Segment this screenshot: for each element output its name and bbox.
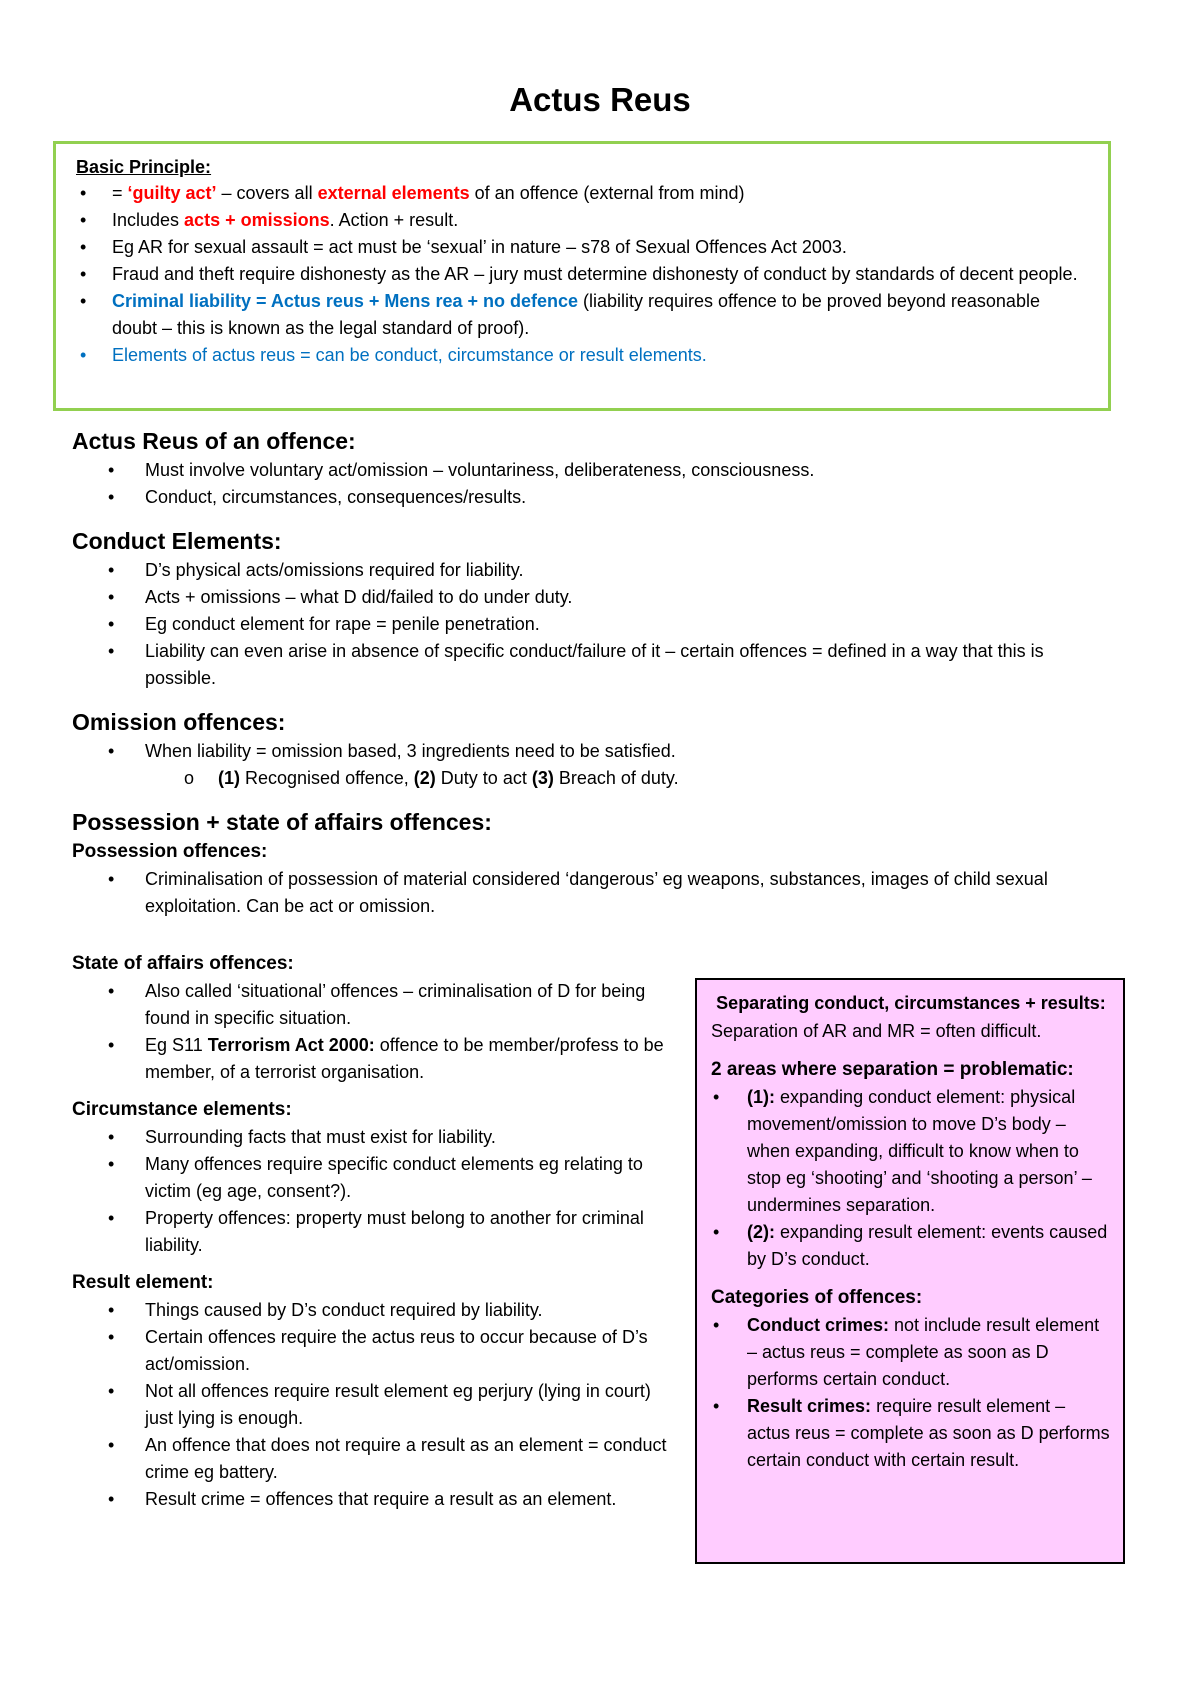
conduct-list [72,557,1112,692]
list-item: • When liability = omission based, 3 ingredients need to be satisfied. [72,738,1112,765]
list-item: • Criminalisation of possession of material considered ‘dangerous’ eg weapons, substances, images of child sexual exploitation. Can be act or omission. [72,866,1112,920]
state-list [72,978,682,1086]
actus-heading: Actus Reus of an offence: [72,428,356,454]
actus-list [72,457,1112,511]
sidebox-heading: Separating conduct, circumstances + results: [716,993,1106,1013]
categories-list [711,1312,1111,1474]
list-item: • Fraud and theft require dishonesty as the AR – jury must determine dishonesty of conduct by standards of decent people. [76,261,1086,288]
list-item: • Conduct, circumstances, consequences/results. [72,484,1112,511]
external-elements-term: external elements [317,183,470,203]
list-item: • Result crime = offences that require a result as an element. [72,1486,682,1513]
list-item: • Many offences require specific conduct elements eg relating to victim (eg age, consent?). [72,1151,682,1205]
areas-list [711,1084,1111,1273]
list-item: • Conduct crimes: not include result element – actus reus = complete as soon as D performs certain conduct. [711,1312,1111,1393]
list-item: • Elements of actus reus = can be conduct, circumstance or result elements. [76,342,1086,369]
list-item: • Eg conduct element for rape = penile penetration. [72,611,1112,638]
list-item: • (1): expanding conduct element: physical movement/omission to move D’s body – when expanding, difficult to know when to stop eg ‘shooting’ and ‘shooting a person’ – undermines separation. [711,1084,1111,1219]
list-item: • Must involve voluntary act/omission – voluntariness, deliberateness, consciousness. [72,457,1112,484]
list-item: • Includes acts + omissions. Action + result. [76,207,1086,234]
list-item: • D’s physical acts/omissions required for liability. [72,557,1112,584]
list-item: • Result crimes: require result element – actus reus = complete as soon as D performs certain conduct with certain result. [711,1393,1111,1474]
conduct-heading: Conduct Elements: [72,528,282,554]
list-item: • Property offences: property must belong to another for criminal liability. [72,1205,682,1259]
list-item: • Eg AR for sexual assault = act must be ‘sexual’ in nature – s78 of Sexual Offences Act 2003. [76,234,1086,261]
list-item: • Eg S11 Terrorism Act 2000: offence to be member/profess to be member, of a terrorist organisation. [72,1032,682,1086]
list-item: • Also called ‘situational’ offences – criminalisation of D for being found in specific situation. [72,978,682,1032]
left-column [72,950,682,1513]
list-item: • Liability can even arise in absence of specific conduct/failure of it – certain offences = defined in a way that this is possible. [72,638,1112,692]
categories-heading: Categories of offences: [711,1287,923,1308]
list-item: • An offence that does not require a result as an element = conduct crime eg battery. [72,1432,682,1486]
areas-heading: 2 areas where separation = problematic: [711,1059,1074,1080]
acts-omissions-term: acts + omissions [184,210,330,230]
omission-sublist [72,765,1112,792]
basic-principle-list [76,180,1086,369]
guilty-act-term: ‘guilty act’ [127,183,217,203]
basic-principle-heading: Basic Principle: [76,157,212,177]
main-sections [72,425,1112,920]
page-title: Actus Reus [509,81,691,118]
sidebox-intro: Separation of AR and MR = often difficult. [711,1021,1042,1041]
result-list [72,1297,682,1513]
separation-sidebox [695,978,1125,1564]
terrorism-act-term: Terrorism Act 2000: [207,1035,375,1055]
circumstance-list [72,1124,682,1259]
possession-subheading: Possession offences: [72,841,268,862]
list-item: • Things caused by D’s conduct required by liability. [72,1297,682,1324]
list-item: • Criminal liability = Actus reus + Mens rea + no defence (liability requires offence to be proved beyond reasonable doubt – this is known as the legal standard of proof). [76,288,1086,342]
list-item: • Not all offences require result element eg perjury (lying in court) just lying is enough. [72,1378,682,1432]
criminal-liability-formula: Criminal liability = Actus reus + Mens rea + no defence [112,291,578,311]
basic-principle-box [53,141,1111,411]
omission-heading: Omission offences: [72,709,286,735]
list-item: • = ‘guilty act’ – covers all external elements of an offence (external from mind) [76,180,1086,207]
omission-list [72,738,1112,765]
list-item: • Acts + omissions – what D did/failed to do under duty. [72,584,1112,611]
list-item: • Certain offences require the actus reus to occur because of D’s act/omission. [72,1324,682,1378]
circumstance-heading: Circumstance elements: [72,1099,292,1120]
possession-heading: Possession + state of affairs offences: [72,809,492,835]
result-heading: Result element: [72,1272,214,1293]
state-heading: State of affairs offences: [72,953,294,974]
list-item: • Surrounding facts that must exist for liability. [72,1124,682,1151]
possession-list [72,866,1112,920]
list-item: • (2): expanding result element: events caused by D’s conduct. [711,1219,1111,1273]
list-item: o (1) Recognised offence, (2) Duty to act (3) Breach of duty. [72,765,1112,792]
